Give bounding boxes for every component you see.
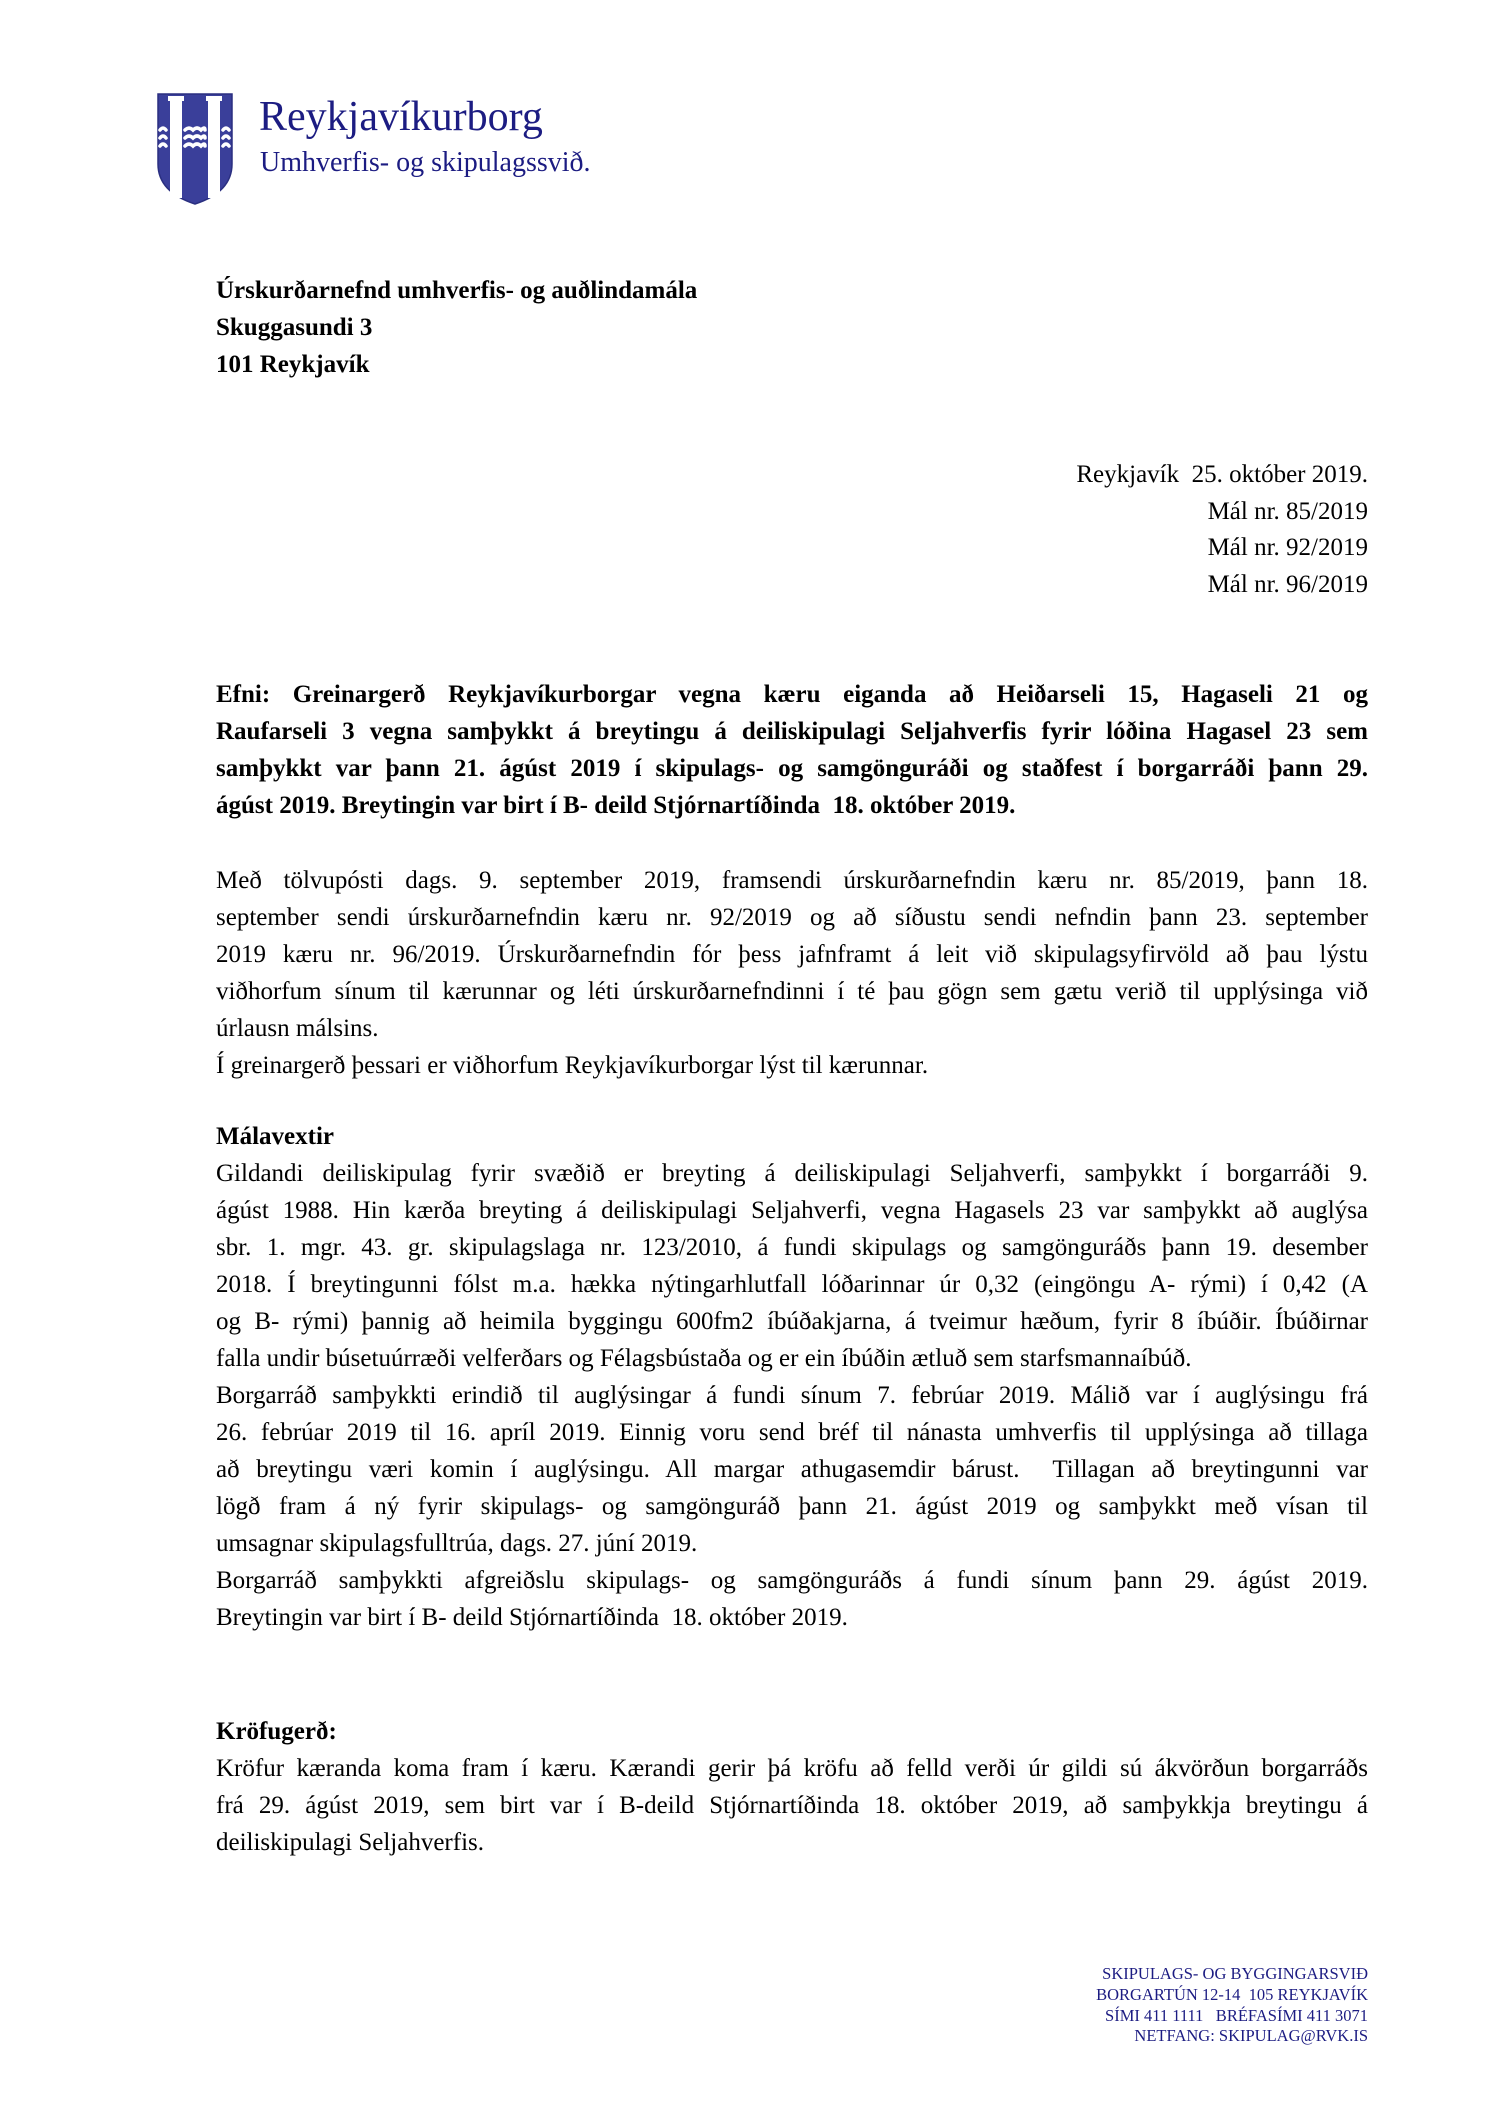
intro-paragraph [216,862,1368,1084]
text-line: sbr. 1. mgr. 43. gr. skipulagslaga nr. 123/2010, á fundi skipulags og samgönguráðs þann 19. desember [216,1234,1368,1261]
text-line: september sendi úrskurðarnefndin kæru nr. 92/2019 og að síðustu sendi nefndin þann 23. september [216,904,1368,931]
text-line: Raufarseli 3 vegna samþykkt á breytingu á deiliskipulagi Seljahverfis fyrir lóðina Hagasel 23 sem [216,718,1368,745]
text-line: falla undir búsetuúrræði velferðars og Félagsbústaða og er ein íbúðin ætluð sem starfsmannaíbúð. [216,1345,1192,1372]
section-heading-malavextir: Málavextir [216,1123,335,1150]
recipient-address [216,272,697,383]
text-line: Borgarráð samþykkti afgreiðslu skipulags- og samgönguráðs á fundi sínum þann 29. ágúst 2019. [216,1567,1368,1594]
text-line: Breytingin var birt í B- deild Stjórnartíðinda 18. október 2019. [216,1604,848,1631]
date-line: Reykjavík 25. október 2019. [1076,461,1368,488]
case-number: Mál nr. 96/2019 [1207,570,1368,598]
case-number: Mál nr. 85/2019 [1207,497,1368,525]
subject-paragraph [216,676,1368,824]
text-line: Í greinargerð þessari er viðhorfum Reykjavíkurborgar lýst til kærunnar. [216,1052,929,1079]
date-and-case-numbers [1076,457,1368,603]
text-line: Borgarráð samþykkti erindið til auglýsingar á fundi sínum 7. febrúar 2019. Málið var í auglýsingu frá [216,1382,1368,1409]
text-line: 2018. Í breytingunni fólst m.a. hækka nýtingarhlutfall lóðarinnar úr 0,32 (eingöngu A- rými) í 0,42 (A [216,1271,1368,1298]
text-line: samþykkt var þann 21. ágúst 2019 í skipulags- og samgönguráði og staðfest í borgarráði þann 29. [216,755,1368,782]
text-line: umsagnar skipulagsfulltrúa, dags. 27. júní 2019. [216,1530,698,1557]
text-line: frá 29. ágúst 2019, sem birt var í B-deild Stjórnartíðinda 18. október 2019, að samþykkja breytingu á [216,1792,1368,1819]
text-line: 2019 kæru nr. 96/2019. Úrskurðarnefndin fór þess jafnframt á leit við skipulagsyfirvöld að þau lýstu [216,941,1368,968]
recipient-line: Úrskurðarnefnd umhverfis- og auðlindamála [216,277,698,304]
text-line: ágúst 1988. Hin kærða breyting á deiliskipulagi Seljahverfi, vegna Hagasels 23 var samþykkt að auglýsa [216,1197,1368,1224]
department-name: Umhverfis- og skipulagssvið. [260,147,591,178]
malavextir-paragraph [216,1155,1368,1636]
text-line: viðhorfum sínum til kærunnar og léti úrskurðarnefndinni í té þau gögn sem gætu verið til upplýsinga við [216,978,1368,1005]
case-number: Mál nr. 92/2019 [1207,534,1368,561]
footer-line: SÍMI 411 1111 BRÉFASÍMI 411 3071 [1105,2005,1368,2025]
footer-contact [1096,1964,1368,2047]
text-line: lögð fram á ný fyrir skipulags- og samgönguráð þann 21. ágúst 2019 og samþykkt með vísan til [216,1493,1368,1520]
text-line: Með tölvupósti dags. 9. september 2019, framsendi úrskurðarnefndin kæru nr. 85/2019, þann 18. [216,867,1368,894]
text-line: að breytingu væri komin í auglýsingu. All margar athugasemdir bárust. Tillagan að breytingunni var [216,1456,1368,1483]
text-line: Efni: Greinargerð Reykjavíkurborgar vegna kæru eiganda að Heiðarseli 15, Hagaseli 21 og [216,681,1368,708]
text-line: úrlausn málsins. [216,1015,379,1042]
coat-of-arms-logo [156,92,234,206]
text-line: Kröfur kæranda koma fram í kæru. Kærandi gerir þá kröfu að felld verði úr gildi sú ákvörðun borgarráðs [216,1755,1368,1782]
section-heading-krofugerd: Kröfugerð: [216,1718,337,1745]
text-line: deiliskipulagi Seljahverfis. [216,1829,485,1856]
footer-line: BORGARTÚN 12-14 105 REYKJAVÍK [1096,1984,1368,2004]
recipient-line: Skuggasundi 3 [216,314,373,341]
text-line: Gildandi deiliskipulag fyrir svæðið er breyting á deiliskipulagi Seljahverfi, samþykkt í borgarráði 9. [216,1160,1368,1187]
recipient-line: 101 Reykjavík [216,351,370,378]
footer-line: SKIPULAGS- OG BYGGINGARSVIÐ [1102,1964,1368,1983]
organization-name: Reykjavíkurborg [259,94,543,140]
text-line: ágúst 2019. Breytingin var birt í B- deild Stjórnartíðinda 18. október 2019. [216,792,1016,819]
text-line: og B- rými) þannig að heimila byggingu 600fm2 íbúðakjarna, á tveimur hæðum, fyrir 8 íbúðir. Íbúðirnar [216,1308,1368,1335]
text-line: 26. febrúar 2019 til 16. apríl 2019. Einnig voru send bréf til nánasta umhverfis til upplýsinga að tillaga [216,1419,1368,1446]
krofugerd-paragraph [216,1750,1368,1861]
footer-line: NETFANG: SKIPULAG@RVK.IS [1134,2026,1368,2046]
